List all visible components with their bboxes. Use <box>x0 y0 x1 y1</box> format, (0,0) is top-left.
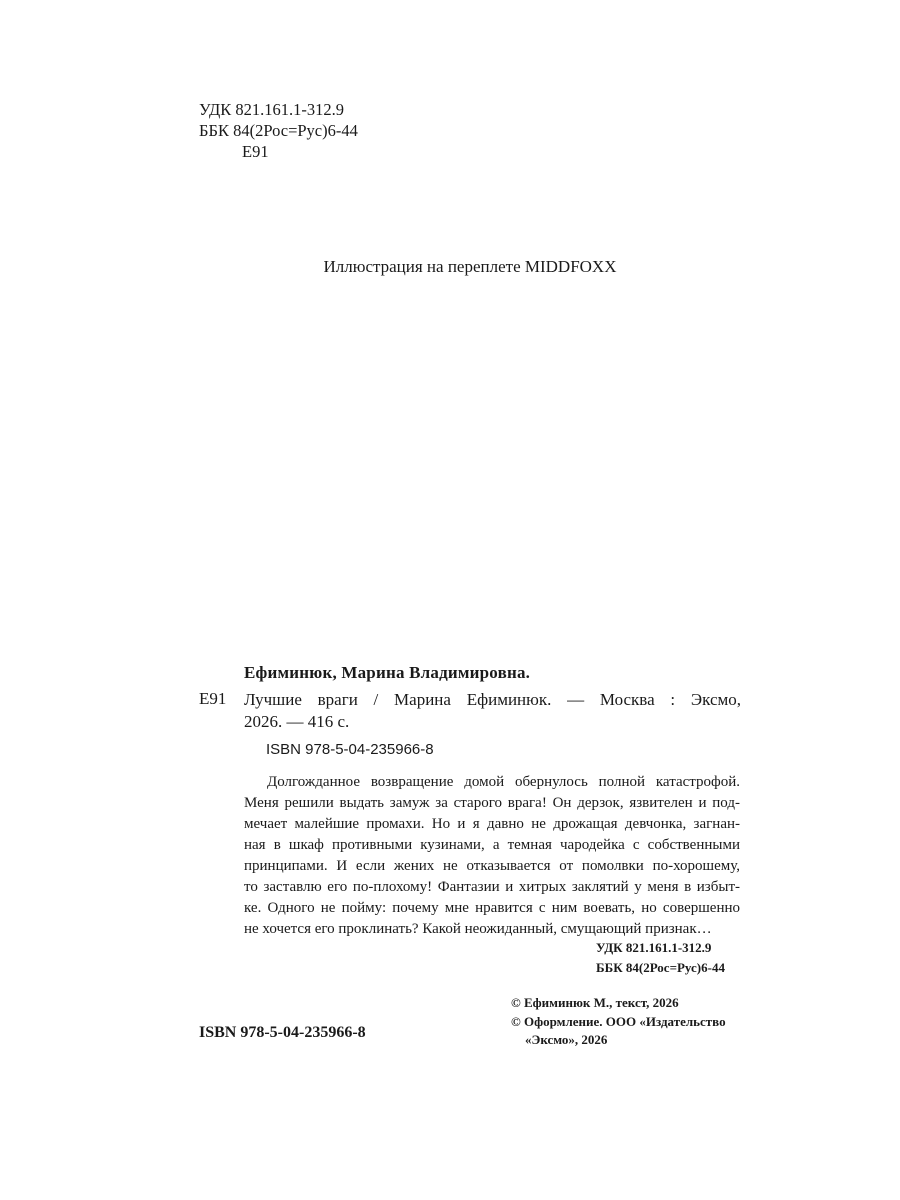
catalog-title-block <box>244 689 741 733</box>
catalog-isbn: ISBN 978-5-04-235966-8 <box>266 741 434 758</box>
title-line: 2026. — 416 с. <box>244 712 350 731</box>
annotation-line: не хочется его проклинать? Какой неожиданный, смущающий признак… <box>244 921 712 937</box>
annotation-line: мечает малейшие промахи. Но и я давно не дрожащая девчонка, загнан- <box>244 816 740 832</box>
footer-isbn: ISBN 978-5-04-235966-8 <box>199 1024 366 1041</box>
annotation-line: принципами. И если жених не отказывается от помолвки по-хорошему, <box>244 858 740 874</box>
copyright-line: © Ефиминюк М., текст, 2026 <box>511 995 679 1010</box>
annotation-line: ке. Одного не пойму: почему мне нравится с ним воевать, но совершенно <box>244 900 740 916</box>
annotation-line: то заставлю его по-плохому! Фантазии и хитрых заклятий у меня в избыт- <box>244 879 740 895</box>
illustration-credit: Иллюстрация на переплете MIDDFOXX <box>323 257 617 276</box>
annotation <box>244 772 740 940</box>
author-mark: Е91 <box>242 142 269 161</box>
catalog-bbk: ББК 84(2Рос=Рус)6-44 <box>596 960 725 975</box>
catalog-author-mark: Е91 <box>199 689 227 708</box>
copyright-line: © Оформление. ООО «Издательство <box>511 1013 726 1029</box>
udk-code: УДК 821.161.1-312.9 <box>199 100 345 119</box>
top-classification-codes <box>199 99 358 162</box>
catalog-author: Ефиминюк, Марина Владимировна. <box>244 663 531 682</box>
annotation-line: ная в шкаф противными кузинами, а темная чародейка с собственными <box>244 837 740 853</box>
annotation-line: Долгожданное возвращение домой обернулось полной катастрофой. <box>267 774 740 790</box>
copyright-block <box>511 994 726 1050</box>
bbk-code: ББК 84(2Рос=Рус)6-44 <box>199 121 358 140</box>
title-line: Лучшие враги / Марина Ефиминюк. — Москва : Эксмо, <box>244 690 741 709</box>
copyright-line: «Эксмо», 2026 <box>525 1032 608 1047</box>
catalog-udk: УДК 821.161.1-312.9 <box>596 940 712 955</box>
annotation-line: Меня решили выдать замуж за старого врага! Он дерзок, язвителен и под- <box>244 795 740 811</box>
catalog-classification-codes <box>596 938 725 978</box>
